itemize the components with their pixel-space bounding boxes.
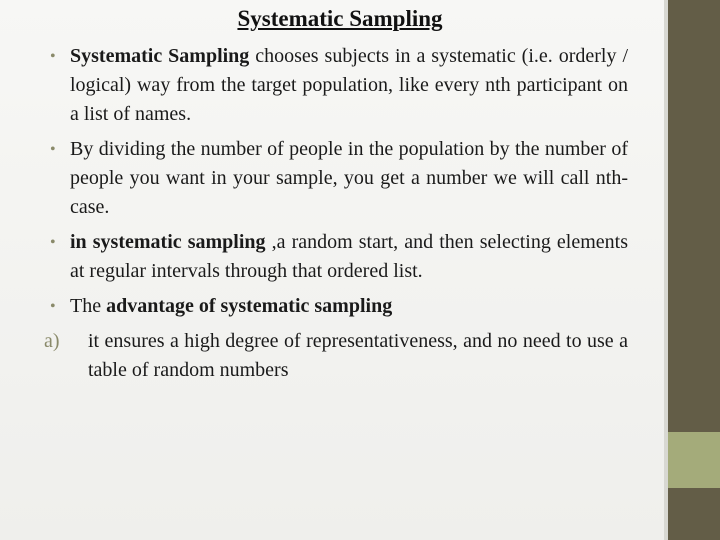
sidebar-decoration-dark [668, 0, 720, 432]
bullet-point-4 [44, 292, 628, 321]
sidebar-decoration-accent [668, 432, 720, 488]
bullet-4-bold: advantage of systematic sampling [106, 295, 393, 317]
bullet-icon: • [50, 141, 56, 158]
bullet-2-text: By dividing the number of people in the population by the number of people you want in your sample, you get a number we will call nth- case. [70, 138, 628, 218]
sub-point-a-text: it ensures a high degree of representativeness, and no need to use a table of random numbers [88, 330, 628, 381]
bullet-1-bold: Systematic Sampling [70, 45, 250, 67]
slide-title: Systematic Sampling [237, 6, 443, 31]
bullet-1-text: chooses subjects in a systematic (i.e. orderly / logical) way from the target population, like every nth participant on a list of names. [70, 45, 629, 125]
bullet-icon: • [50, 48, 56, 65]
bullet-icon: • [50, 234, 56, 251]
bullet-point-3 [44, 228, 628, 286]
bullet-point-1 [44, 42, 628, 129]
sub-point-a [44, 327, 628, 385]
bullet-4-lead: The [70, 295, 107, 317]
sidebar-decoration-dark-bottom [668, 488, 720, 540]
bullet-3-bold: in systematic sampling [70, 231, 266, 253]
bullet-3-text: ,a random start, and then selecting elements at regular intervals through that ordered list. [70, 231, 628, 282]
sub-point-marker: a) [44, 330, 60, 352]
bullet-icon: • [50, 298, 56, 315]
slide-body [44, 42, 628, 391]
bullet-point-2 [44, 135, 628, 222]
